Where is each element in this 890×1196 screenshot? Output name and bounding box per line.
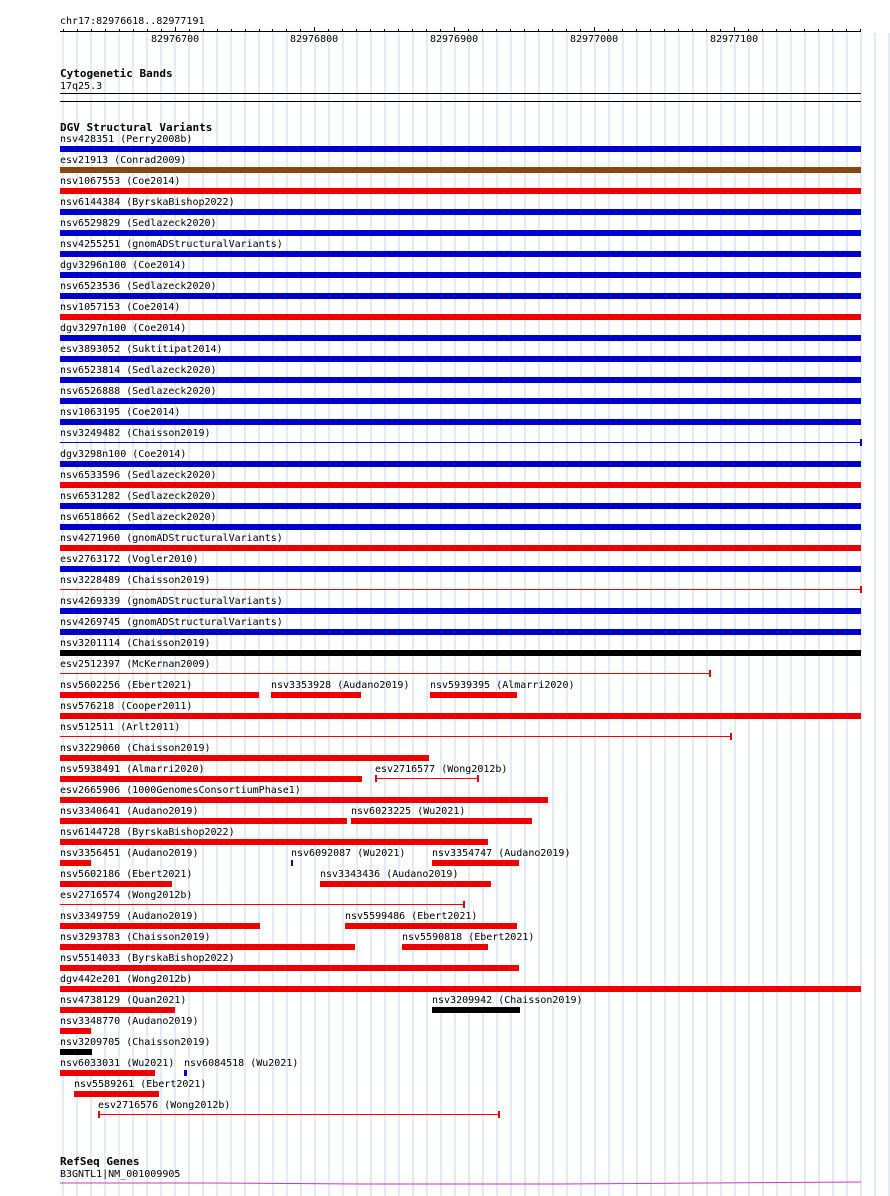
sv-feature-bar[interactable] (60, 839, 488, 845)
sv-feature-bar[interactable] (430, 692, 517, 698)
sv-feature-bar[interactable] (60, 293, 861, 299)
ruler-minor-tick (706, 29, 707, 31)
sv-label[interactable]: nsv1057153 (Coe2014) (60, 302, 181, 313)
sv-label[interactable]: esv2665906 (1000GenomesConsortiumPhase1) (60, 785, 301, 796)
sv-feature-bar[interactable] (60, 146, 861, 152)
ruler-minor-tick (91, 29, 92, 31)
sv-feature-line[interactable] (60, 442, 861, 443)
ruler-minor-tick (328, 29, 329, 31)
sv-label[interactable]: nsv4738129 (Quan2021) (60, 995, 187, 1006)
sv-feature-bar[interactable] (60, 356, 861, 362)
sv-feature-bar[interactable] (60, 377, 861, 383)
ruler-minor-tick (370, 29, 371, 31)
sv-label[interactable]: nsv3249482 (Chaisson2019) (60, 428, 211, 439)
cytoband-top-line (60, 93, 861, 94)
ruler-minor-tick (245, 29, 246, 31)
sv-label[interactable]: dgv3297n100 (Coe2014) (60, 323, 187, 334)
sv-feature-bar[interactable] (351, 818, 532, 824)
sv-end-tick (463, 901, 465, 908)
cytoband-bottom-line (60, 101, 861, 102)
sv-feature-bar[interactable] (60, 713, 861, 719)
sv-feature-bar[interactable] (60, 650, 861, 656)
ruler-minor-tick (189, 29, 190, 31)
ruler-minor-tick (580, 29, 581, 31)
ruler-minor-tick (161, 29, 162, 31)
ruler-minor-tick (748, 29, 749, 31)
ruler-minor-tick (524, 29, 525, 31)
ruler-minor-tick (804, 29, 805, 31)
cytoband-label[interactable]: 17q25.3 (60, 81, 103, 92)
ruler-minor-tick (300, 29, 301, 31)
sv-feature-bar[interactable] (60, 524, 861, 530)
sv-label[interactable]: nsv6144384 (ByrskaBishop2022) (60, 197, 235, 208)
sv-label[interactable]: nsv5939395 (Almarri2020) (430, 680, 575, 691)
ruler-minor-tick (622, 29, 623, 31)
sv-feature-bar[interactable] (60, 986, 861, 992)
ruler-minor-tick (314, 29, 315, 31)
ruler-minor-tick (482, 29, 483, 31)
ruler-minor-tick (468, 29, 469, 31)
sv-feature-bar[interactable] (271, 692, 361, 698)
ruler-position: chr17:82976618..82977191 (60, 16, 205, 27)
sv-feature-bar[interactable] (345, 923, 517, 929)
ruler-minor-tick (77, 29, 78, 31)
ruler-minor-tick (594, 29, 595, 31)
sv-label[interactable]: nsv3229060 (Chaisson2019) (60, 743, 211, 754)
sv-label[interactable]: nsv3209705 (Chaisson2019) (60, 1037, 211, 1048)
sv-label[interactable]: nsv576218 (Cooper2011) (60, 701, 193, 712)
sv-label[interactable]: nsv5602256 (Ebert2021) (60, 680, 193, 691)
sv-feature-bar[interactable] (60, 1007, 175, 1013)
sv-label[interactable]: dgv442e201 (Wong2012b) (60, 974, 193, 985)
sv-label[interactable]: esv2716576 (Wong2012b) (98, 1100, 231, 1111)
sv-feature-bar[interactable] (60, 251, 861, 257)
sv-feature-bar[interactable] (60, 1070, 155, 1076)
ruler-minor-tick (664, 29, 665, 31)
sv-label[interactable]: nsv4271960 (gnomADStructuralVariants) (60, 533, 283, 544)
sv-end-tick (860, 586, 862, 593)
ruler-minor-tick (412, 29, 413, 31)
sv-label[interactable]: nsv5589261 (Ebert2021) (74, 1079, 207, 1090)
ruler-minor-tick (720, 29, 721, 31)
sv-label[interactable]: nsv5590818 (Ebert2021) (402, 932, 535, 943)
sv-feature-bar[interactable] (60, 818, 347, 824)
sv-end-tick (709, 670, 711, 677)
sv-label[interactable]: nsv6533596 (Sedlazeck2020) (60, 470, 217, 481)
sv-feature-bar[interactable] (60, 629, 861, 635)
cytoband-title[interactable]: Cytogenetic Bands (60, 67, 173, 80)
ruler-tick-label: 82977100 (710, 34, 759, 45)
ruler-tick-label: 82976900 (430, 34, 479, 45)
ruler-minor-tick (231, 29, 232, 31)
sv-feature-bar[interactable] (432, 1007, 520, 1013)
ruler-minor-tick (818, 29, 819, 31)
sv-feature-bar[interactable] (60, 167, 861, 173)
sv-label[interactable]: nsv1067553 (Coe2014) (60, 176, 181, 187)
ruler-minor-tick (650, 29, 651, 31)
ruler-tick-label: 82976800 (290, 34, 339, 45)
ruler-minor-tick (356, 29, 357, 31)
sv-feature-bar[interactable] (60, 398, 861, 404)
sv-feature-bar[interactable] (320, 881, 491, 887)
sv-feature-bar[interactable] (74, 1091, 159, 1097)
sv-label[interactable]: dgv3298n100 (Coe2014) (60, 449, 187, 460)
ruler-minor-tick (272, 29, 273, 31)
ruler-minor-tick (63, 29, 64, 31)
sv-feature-bar[interactable] (60, 566, 861, 572)
ruler-minor-tick (552, 29, 553, 31)
sv-feature-bar[interactable] (60, 692, 259, 698)
sv-end-tick (730, 733, 732, 740)
sv-label[interactable]: nsv6531282 (Sedlazeck2020) (60, 491, 217, 502)
sv-label[interactable]: esv2512397 (McKernan2009) (60, 659, 211, 670)
sv-label[interactable]: nsv5514033 (ByrskaBishop2022) (60, 953, 235, 964)
ruler-minor-tick (762, 29, 763, 31)
ruler-minor-tick (566, 29, 567, 31)
sv-label[interactable]: nsv3293783 (Chaisson2019) (60, 932, 211, 943)
ruler-minor-tick (426, 29, 427, 31)
sv-label[interactable]: nsv6033031 (Wu2021) (60, 1058, 175, 1069)
sv-label[interactable]: nsv6523814 (Sedlazeck2020) (60, 365, 217, 376)
ruler-minor-tick (342, 29, 343, 31)
sv-feature-bar[interactable] (60, 545, 861, 551)
sv-label[interactable]: nsv6526888 (Sedlazeck2020) (60, 386, 217, 397)
sv-label[interactable]: esv2763172 (Vogler2010) (60, 554, 199, 565)
ruler-minor-tick (692, 29, 693, 31)
sv-feature-line[interactable] (60, 589, 861, 590)
ruler-minor-tick (734, 29, 735, 31)
ruler-minor-tick (496, 29, 497, 31)
ruler-minor-tick (538, 29, 539, 31)
sv-label[interactable]: nsv3356451 (Audano2019) (60, 848, 199, 859)
ruler-axis (60, 31, 861, 32)
sv-feature-bar[interactable] (60, 461, 861, 467)
ruler-minor-tick (440, 29, 441, 31)
sv-feature-bar[interactable] (60, 335, 861, 341)
sv-end-tick (498, 1111, 500, 1118)
sv-label[interactable]: nsv3353928 (Audano2019) (271, 680, 410, 691)
ruler-minor-tick (398, 29, 399, 31)
ruler-minor-tick (860, 29, 861, 31)
refseq-gene-label[interactable]: B3GNTL1|NM_001009905 (60, 1169, 181, 1180)
sv-feature-line[interactable] (98, 1114, 499, 1115)
sv-label[interactable]: nsv3340641 (Audano2019) (60, 806, 199, 817)
sv-label[interactable]: nsv6523536 (Sedlazeck2020) (60, 281, 217, 292)
ruler-minor-tick (454, 29, 455, 31)
sv-label[interactable]: dgv3296n100 (Coe2014) (60, 260, 187, 271)
sv-feature-line[interactable] (60, 673, 710, 674)
sv-end-tick (375, 775, 377, 782)
sv-feature-bar[interactable] (402, 944, 488, 950)
sv-label[interactable]: nsv6518662 (Sedlazeck2020) (60, 512, 217, 523)
sv-feature-bar[interactable] (60, 860, 91, 866)
ruler-minor-tick (636, 29, 637, 31)
ruler-tick-label: 82976700 (151, 34, 200, 45)
sv-label[interactable]: nsv6023225 (Wu2021) (351, 806, 466, 817)
sv-label[interactable]: esv3893052 (Suktitipat2014) (60, 344, 223, 355)
sv-label[interactable]: nsv4269339 (gnomADStructuralVariants) (60, 596, 283, 607)
sv-label[interactable]: nsv5599486 (Ebert2021) (345, 911, 478, 922)
sv-feature-bar[interactable] (60, 419, 861, 425)
ruler-minor-tick (776, 29, 777, 31)
ruler-minor-tick (846, 29, 847, 31)
ruler-minor-tick (217, 29, 218, 31)
sv-label[interactable]: nsv6144728 (ByrskaBishop2022) (60, 827, 235, 838)
ruler-minor-tick (678, 29, 679, 31)
sv-label[interactable]: nsv3349759 (Audano2019) (60, 911, 199, 922)
sv-label[interactable]: nsv3201114 (Chaisson2019) (60, 638, 211, 649)
sv-label[interactable]: nsv5602186 (Ebert2021) (60, 869, 193, 880)
ruler-minor-tick (133, 29, 134, 31)
sv-feature-bar[interactable] (60, 776, 362, 782)
sv-feature-bar[interactable] (60, 965, 519, 971)
sv-feature-bar[interactable] (432, 860, 519, 866)
sv-feature-bar[interactable] (291, 860, 293, 866)
ruler-minor-tick (510, 29, 511, 31)
sv-label[interactable]: nsv512511 (Arlt2011) (60, 722, 181, 733)
sv-label[interactable]: nsv6092087 (Wu2021) (291, 848, 406, 859)
sv-label[interactable]: esv2716574 (Wong2012b) (60, 890, 193, 901)
sv-label[interactable]: esv21913 (Conrad2009) (60, 155, 187, 166)
ruler-minor-tick (832, 29, 833, 31)
sv-label[interactable]: nsv3228489 (Chaisson2019) (60, 575, 211, 586)
sv-feature-bar[interactable] (60, 272, 861, 278)
sv-label[interactable]: nsv6084518 (Wu2021) (184, 1058, 299, 1069)
sv-feature-bar[interactable] (60, 503, 861, 509)
sv-label[interactable]: nsv6529829 (Sedlazeck2020) (60, 218, 217, 229)
sv-feature-bar[interactable] (60, 188, 861, 194)
sv-end-tick (98, 1111, 100, 1118)
sv-label[interactable]: nsv3348770 (Audano2019) (60, 1016, 199, 1027)
sv-label[interactable]: nsv1063195 (Coe2014) (60, 407, 181, 418)
refseq-gene-line[interactable] (60, 1180, 862, 1188)
ruler-minor-tick (203, 29, 204, 31)
ruler-minor-tick (175, 29, 176, 31)
ruler-minor-tick (105, 29, 106, 31)
sv-feature-line[interactable] (60, 904, 464, 905)
sv-feature-line[interactable] (60, 736, 731, 737)
sv-feature-bar[interactable] (60, 1049, 92, 1055)
ruler-tick-label: 82977000 (570, 34, 619, 45)
sv-feature-bar[interactable] (60, 230, 861, 236)
sv-feature-bar[interactable] (60, 797, 548, 803)
ruler-minor-tick (790, 29, 791, 31)
sv-label[interactable]: nsv3343436 (Audano2019) (320, 869, 459, 880)
sv-feature-bar[interactable] (60, 1028, 91, 1034)
sv-end-tick (477, 775, 479, 782)
sv-label[interactable]: nsv428351 (Perry2008b) (60, 134, 193, 145)
sv-label[interactable]: nsv4255251 (gnomADStructuralVariants) (60, 239, 283, 250)
sv-end-tick (860, 439, 862, 446)
sv-feature-bar[interactable] (60, 881, 172, 887)
sv-label[interactable]: esv2716577 (Wong2012b) (375, 764, 508, 775)
refseq-title[interactable]: RefSeq Genes (60, 1155, 140, 1168)
sv-feature-bar[interactable] (60, 314, 861, 320)
ruler-minor-tick (286, 29, 287, 31)
ruler-minor-tick (384, 29, 385, 31)
sv-label[interactable]: nsv4269745 (gnomADStructuralVariants) (60, 617, 283, 628)
sv-feature-bar[interactable] (60, 923, 260, 929)
sv-label[interactable]: nsv3354747 (Audano2019) (432, 848, 571, 859)
sv-feature-bar[interactable] (60, 482, 861, 488)
sv-feature-bar[interactable] (60, 209, 861, 215)
ruler-minor-tick (119, 29, 120, 31)
sv-label[interactable]: nsv5938491 (Almarri2020) (60, 764, 205, 775)
sv-feature-line[interactable] (375, 778, 478, 779)
sv-feature-bar[interactable] (60, 755, 429, 761)
sv-label[interactable]: nsv3209942 (Chaisson2019) (432, 995, 583, 1006)
sv-feature-bar[interactable] (60, 608, 861, 614)
ruler-minor-tick (147, 29, 148, 31)
sv-feature-bar[interactable] (184, 1070, 187, 1076)
ruler-minor-tick (608, 29, 609, 31)
sv-feature-bar[interactable] (60, 944, 355, 950)
dgv-title[interactable]: DGV Structural Variants (60, 121, 213, 134)
ruler-minor-tick (259, 29, 260, 31)
